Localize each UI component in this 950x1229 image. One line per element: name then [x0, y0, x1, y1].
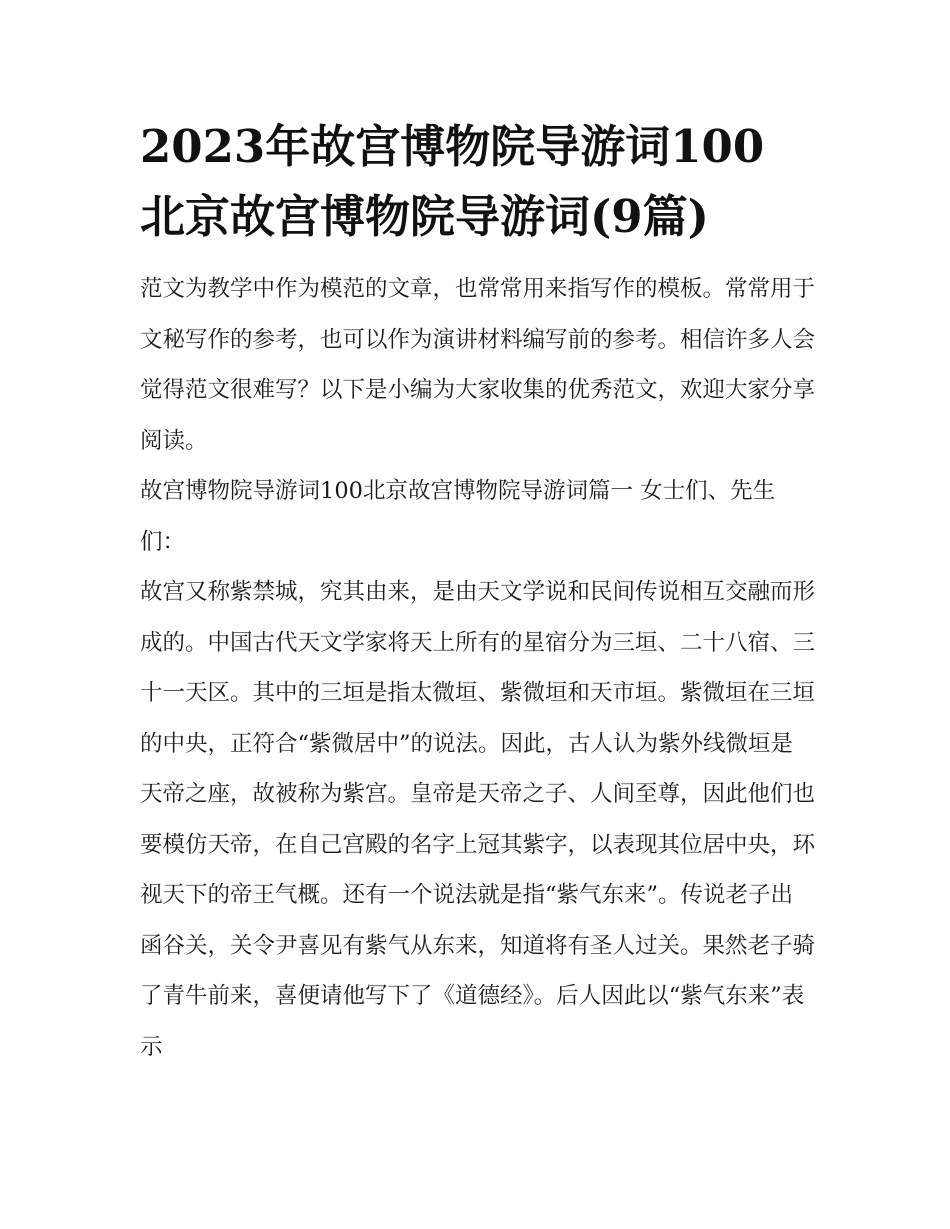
section-heading-paragraph: 故宫博物院导游词100北京故宫博物院导游词篇一 女士们、先生们： [140, 478, 776, 555]
intro-paragraph: 范文为教学中作为模范的文章，也常常用来指写作的模板。常常用于文秘写作的参考，也可以作为演讲材料编写前的参考。相信许多人会觉得范文很难写？以下是小编为大家收集的优秀范文，欢迎大家分享阅读。 [140, 276, 816, 454]
title-line-2: 北京故宫博物院导游词(9篇) [140, 190, 709, 243]
document-title [140, 112, 815, 252]
title-line-1: 2023年故宫博物院导游词100 [140, 120, 765, 173]
document-body [140, 112, 815, 1072]
body-paragraph: 故宫又称紫禁城，究其由来，是由天文学说和民间传说相互交融而形成的。中国古代天文学家将天上所有的星宿分为三垣、二十八宿、三十一天区。其中的三垣是指太微垣、紫微垣和天市垣。紫微垣在三垣的中央，正符合“紫微居中”的说法。因此，古人认为紫外线微垣是天帝之座，故被称为紫宫。皇帝是天帝之子、人间至尊，因此他们也要模仿天帝，在自己宫殿的名字上冠其紫字，以表现其位居中央，环视天下的帝王气概。还有一个说法就是指“紫气东来”。传说老子出函谷关，关令尹喜见有紫气从东来，知道将有圣人过关。果然老子骑了青牛前来，喜便请他写下了《道德经》。后人因此以“紫气东来”表示 [140, 579, 816, 1060]
